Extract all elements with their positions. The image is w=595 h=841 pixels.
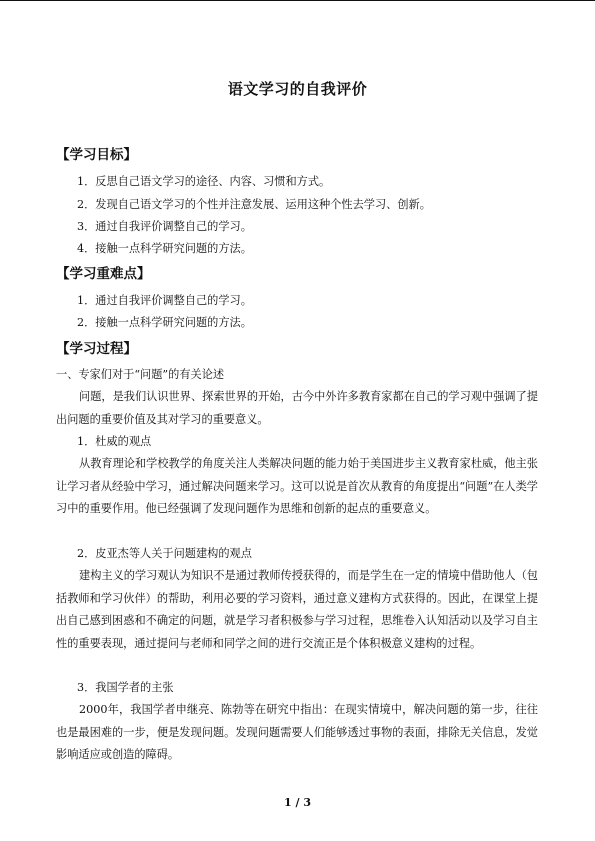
chinese-scholars-paragraph: 2000年，我国学者申继亮、陈勃等在研究中指出：在现实情境中，解决问题的第一步，往往也是最困难的一步，便是发现问题。发现问题需要人们能够透过事物的表面，排除无关信息，发觉影响适应或创造的障碍。 (56, 703, 538, 761)
top-rule (0, 0, 595, 1)
goal-item-2: 2．发现自己语文学习的个性并注意发展、运用这种个性去学习、创新。 (77, 198, 431, 211)
key-item-1: 1．通过自我评价调整自己的学习。 (77, 294, 252, 307)
subheading-dewey: 1．杜威的观点 (77, 435, 152, 448)
dewey-paragraph: 从教育理论和学校教学的角度关注人类解决问题的能力始于美国进步主义教育家杜威，他主张让学习者从经验中学习，通过解决问题来学习。这可以说是首次从教育的角度提出“问题”在人类学习中的重要作用。他已经强调了发现问题作为思维和创新的起点的重要意义。 (56, 457, 538, 515)
goal-item-4: 4．接触一点科学研究问题的方法。 (77, 242, 252, 255)
goal-item-3: 3．通过自我评价调整自己的学习。 (77, 220, 252, 233)
process-heading: 【学习过程】 (56, 341, 137, 357)
key-points-heading: 【学习重难点】 (56, 266, 151, 282)
subheading-piaget: 2．皮亚杰等人关于问题建构的观点 (77, 547, 252, 560)
goals-heading: 【学习目标】 (56, 147, 137, 163)
intro-paragraph: 问题，是我们认识世界、探索世界的开始，古今中外许多教育家都在自己的学习观中强调了提出问题的重要价值及其对学习的重要意义。 (56, 390, 538, 426)
page-title: 语文学习的自我评价 (227, 80, 368, 98)
part1-heading: 一、专家们对于“问题”的有关论述 (56, 368, 225, 381)
piaget-paragraph: 建构主义的学习观认为知识不是通过教师传授获得的，而是学生在一定的情境中借助他人（包括教师和学习伙伴）的帮助，利用必要的学习资料，通过意义建构方式获得的。因此，在课堂上提出自己感到困惑和不确定的问题，就是学习者积极参与学习过程，思维卷入认知活动以及学习自主性的重要表现，通过提问与老师和同学之间的进行交流正是个体积极意义建构的过程。 (56, 569, 538, 650)
page-number: 1 / 3 (284, 796, 311, 809)
subheading-chinese-scholars: 3．我国学者的主张 (77, 681, 174, 694)
goal-item-1: 1．反思自己语文学习的途径、内容、习惯和方式。 (77, 175, 331, 188)
key-item-2: 2．接触一点科学研究问题的方法。 (77, 316, 252, 329)
